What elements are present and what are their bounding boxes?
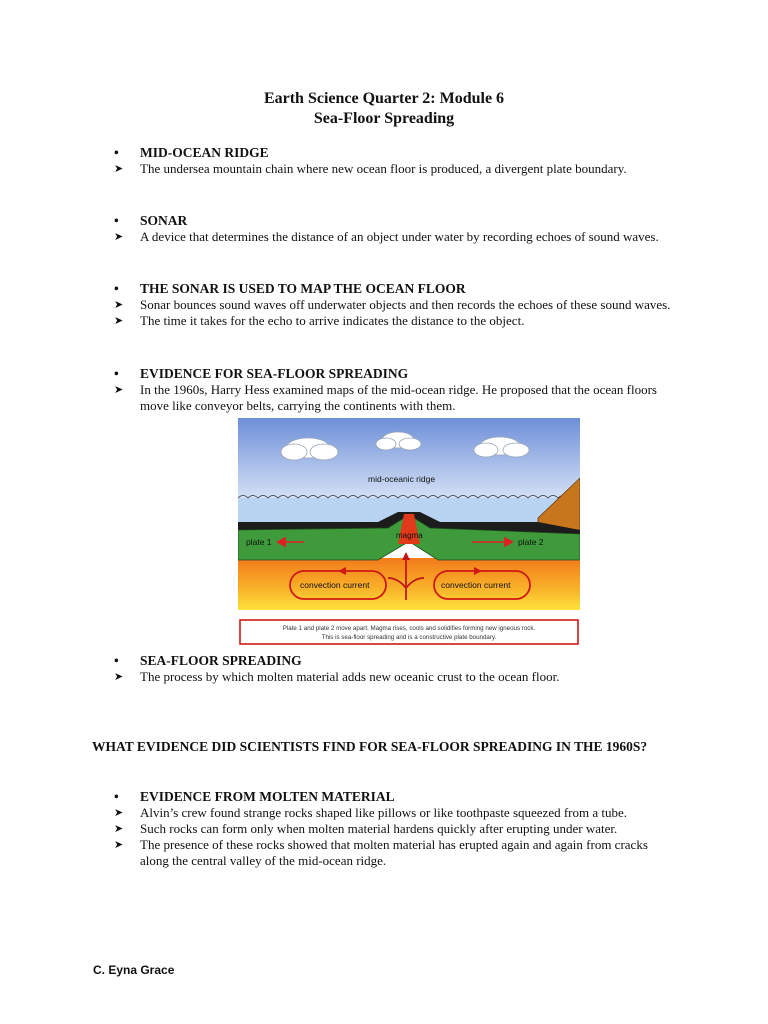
document-subtitle: Sea-Floor Spreading: [313, 110, 455, 127]
author-footer: C. Eyna Grace: [93, 963, 175, 977]
section-sea-floor-spreading: [114, 653, 674, 685]
convection-right-label: convection current: [441, 580, 511, 590]
list-item: ➤ In the 1960s, Harry Hess examined maps of the mid-ocean ridge. He proposed that the ocean floors move like conveyor belts, carrying the continents with them.: [114, 382, 657, 413]
sky: [238, 418, 580, 504]
convection-left-label: convection current: [300, 580, 370, 590]
arrow-bullet-icon: ➤: [114, 315, 124, 327]
section-sonar-map: [114, 281, 674, 329]
bullet-icon: •: [114, 145, 119, 160]
bullet-icon: •: [114, 281, 119, 296]
section-molten-material: [114, 789, 674, 869]
question-heading: WHAT EVIDENCE DID SCIENTISTS FIND FOR SEA-FLOOR SPREADING IN THE 1960S?: [92, 739, 648, 754]
plate-1-label: plate 1: [246, 537, 272, 547]
arrow-bullet-icon: ➤: [114, 299, 124, 311]
list-item: ➤ Alvin’s crew found strange rocks shaped like pillows or like toothpaste squeezed from a tube.: [114, 805, 628, 820]
section-heading: MID-OCEAN RIDGE: [140, 145, 269, 160]
arrow-bullet-icon: ➤: [114, 231, 124, 243]
list-item: ➤ Such rocks can form only when molten material hardens quickly after erupting under water.: [114, 821, 618, 836]
arrow-bullet-icon: ➤: [114, 823, 124, 835]
section-heading: EVIDENCE FOR SEA-FLOOR SPREADING: [140, 366, 409, 381]
section-evidence: [114, 366, 674, 414]
caption-line-1: Plate 1 and plate 2 move apart. Magma rises, cools and solidifies forming new igneous rock.: [282, 625, 536, 632]
arrow-bullet-icon: ➤: [114, 163, 124, 175]
bullet-icon: •: [114, 213, 119, 228]
magma-label: magma: [396, 531, 423, 540]
arrow-bullet-icon: ➤: [114, 839, 124, 851]
section-heading: THE SONAR IS USED TO MAP THE OCEAN FLOOR: [140, 281, 466, 296]
document-title: Earth Science Quarter 2: Module 6: [263, 90, 505, 107]
section-mid-ocean-ridge: [114, 145, 674, 177]
section-heading: EVIDENCE FROM MOLTEN MATERIAL: [140, 789, 395, 804]
arrow-bullet-icon: ➤: [114, 807, 124, 819]
bullet-icon: •: [114, 789, 119, 804]
list-item: ➤ The presence of these rocks showed that molten material has erupted again and again from cracks along the central valley of the mid-ocean ridge.: [114, 837, 648, 868]
list-item: ➤ The undersea mountain chain where new ocean floor is produced, a divergent plate boundary.: [114, 161, 627, 176]
section-heading: SONAR: [140, 213, 188, 228]
list-item: ➤ The time it takes for the echo to arrive indicates the distance to the object.: [114, 313, 525, 328]
list-item: ➤ Sonar bounces sound waves off underwater objects and then records the echoes of these sound waves.: [114, 297, 671, 312]
sea-floor-spreading-diagram: [238, 418, 580, 646]
arrow-bullet-icon: ➤: [114, 671, 124, 683]
section-sonar: [114, 213, 674, 245]
list-item: ➤ A device that determines the distance of an object under water by recording echoes of sound waves.: [114, 229, 659, 244]
bullet-icon: •: [114, 653, 119, 668]
arrow-bullet-icon: ➤: [114, 384, 124, 396]
plate-2-label: plate 2: [518, 537, 544, 547]
list-item: ➤ The process by which molten material adds new oceanic crust to the ocean floor.: [114, 669, 560, 684]
section-heading: SEA-FLOOR SPREADING: [140, 653, 302, 668]
bullet-icon: •: [114, 366, 119, 381]
caption-line-2: This is sea-floor spreading and is a constructive plate boundary.: [321, 634, 497, 641]
ridge-label: mid-oceanic ridge: [368, 474, 436, 484]
